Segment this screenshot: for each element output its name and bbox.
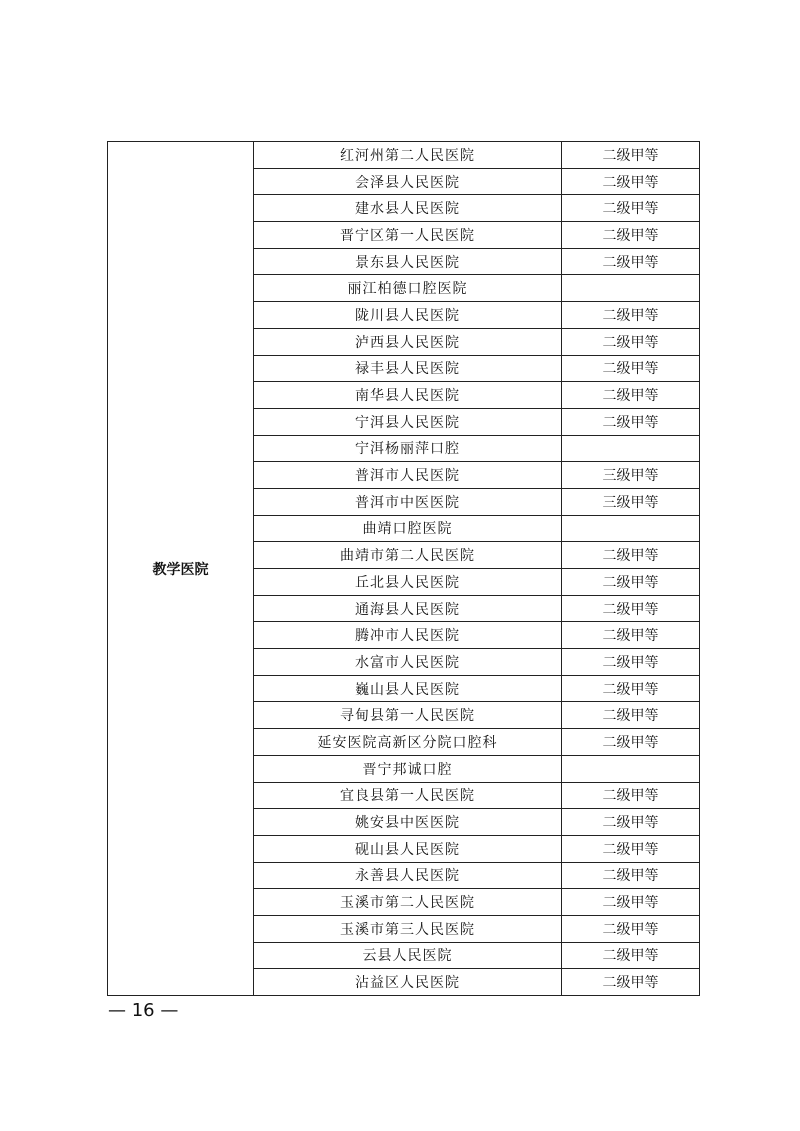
- hospital-name-cell: 寻甸县第一人民医院: [254, 702, 562, 729]
- hospital-level-cell: 二级甲等: [562, 942, 700, 969]
- hospital-level-cell: 二级甲等: [562, 595, 700, 622]
- hospital-level-cell: [562, 515, 700, 542]
- hospital-level-cell: 二级甲等: [562, 862, 700, 889]
- hospital-level-cell: 二级甲等: [562, 782, 700, 809]
- hospital-name-cell: 永善县人民医院: [254, 862, 562, 889]
- hospital-level-cell: 二级甲等: [562, 222, 700, 249]
- hospital-name-cell: 巍山县人民医院: [254, 675, 562, 702]
- hospital-level-cell: 二级甲等: [562, 542, 700, 569]
- table-row: [108, 142, 700, 169]
- hospital-name-cell: 腾冲市人民医院: [254, 622, 562, 649]
- hospital-name-cell: 宜良县第一人民医院: [254, 782, 562, 809]
- hospital-name-cell: 红河州第二人民医院: [254, 142, 562, 169]
- hospital-name-cell: 禄丰县人民医院: [254, 355, 562, 382]
- hospital-level-cell: 二级甲等: [562, 408, 700, 435]
- hospital-level-cell: 二级甲等: [562, 702, 700, 729]
- hospital-name-cell: 宁洱杨丽萍口腔: [254, 435, 562, 462]
- category-cell: 教学医院: [108, 142, 254, 996]
- hospital-name-cell: 陇川县人民医院: [254, 302, 562, 329]
- hospital-level-cell: 二级甲等: [562, 622, 700, 649]
- hospital-name-cell: 丘北县人民医院: [254, 569, 562, 596]
- hospital-level-cell: 二级甲等: [562, 835, 700, 862]
- hospital-name-cell: 曲靖口腔医院: [254, 515, 562, 542]
- hospital-level-cell: 二级甲等: [562, 302, 700, 329]
- hospital-level-cell: 二级甲等: [562, 168, 700, 195]
- hospital-table-body: [108, 142, 700, 996]
- hospital-level-cell: 二级甲等: [562, 969, 700, 996]
- hospital-level-cell: 二级甲等: [562, 889, 700, 916]
- hospital-name-cell: 水富市人民医院: [254, 649, 562, 676]
- hospital-level-cell: 二级甲等: [562, 809, 700, 836]
- hospital-level-cell: [562, 755, 700, 782]
- hospital-level-cell: [562, 435, 700, 462]
- page-number: — 16 —: [108, 1000, 179, 1021]
- hospital-level-cell: 二级甲等: [562, 382, 700, 409]
- hospital-name-cell: 丽江柏德口腔医院: [254, 275, 562, 302]
- hospital-level-cell: 二级甲等: [562, 328, 700, 355]
- hospital-name-cell: 玉溪市第二人民医院: [254, 889, 562, 916]
- hospital-level-cell: 二级甲等: [562, 195, 700, 222]
- hospital-table: [107, 141, 700, 996]
- hospital-name-cell: 会泽县人民医院: [254, 168, 562, 195]
- hospital-level-cell: 二级甲等: [562, 675, 700, 702]
- hospital-name-cell: 普洱市中医医院: [254, 488, 562, 515]
- hospital-name-cell: 普洱市人民医院: [254, 462, 562, 489]
- hospital-level-cell: 二级甲等: [562, 355, 700, 382]
- hospital-level-cell: 二级甲等: [562, 649, 700, 676]
- hospital-name-cell: 通海县人民医院: [254, 595, 562, 622]
- hospital-level-cell: 三级甲等: [562, 462, 700, 489]
- hospital-name-cell: 砚山县人民医院: [254, 835, 562, 862]
- hospital-name-cell: 曲靖市第二人民医院: [254, 542, 562, 569]
- hospital-name-cell: 建水县人民医院: [254, 195, 562, 222]
- hospital-level-cell: [562, 275, 700, 302]
- hospital-level-cell: 二级甲等: [562, 248, 700, 275]
- hospital-name-cell: 晋宁邦诚口腔: [254, 755, 562, 782]
- hospital-name-cell: 延安医院高新区分院口腔科: [254, 729, 562, 756]
- hospital-name-cell: 景东县人民医院: [254, 248, 562, 275]
- hospital-name-cell: 宁洱县人民医院: [254, 408, 562, 435]
- hospital-level-cell: 二级甲等: [562, 915, 700, 942]
- hospital-name-cell: 沾益区人民医院: [254, 969, 562, 996]
- hospital-level-cell: 二级甲等: [562, 729, 700, 756]
- hospital-name-cell: 晋宁区第一人民医院: [254, 222, 562, 249]
- hospital-name-cell: 云县人民医院: [254, 942, 562, 969]
- hospital-name-cell: 南华县人民医院: [254, 382, 562, 409]
- hospital-level-cell: 二级甲等: [562, 569, 700, 596]
- hospital-name-cell: 姚安县中医医院: [254, 809, 562, 836]
- hospital-level-cell: 二级甲等: [562, 142, 700, 169]
- hospital-level-cell: 三级甲等: [562, 488, 700, 515]
- hospital-name-cell: 玉溪市第三人民医院: [254, 915, 562, 942]
- hospital-name-cell: 泸西县人民医院: [254, 328, 562, 355]
